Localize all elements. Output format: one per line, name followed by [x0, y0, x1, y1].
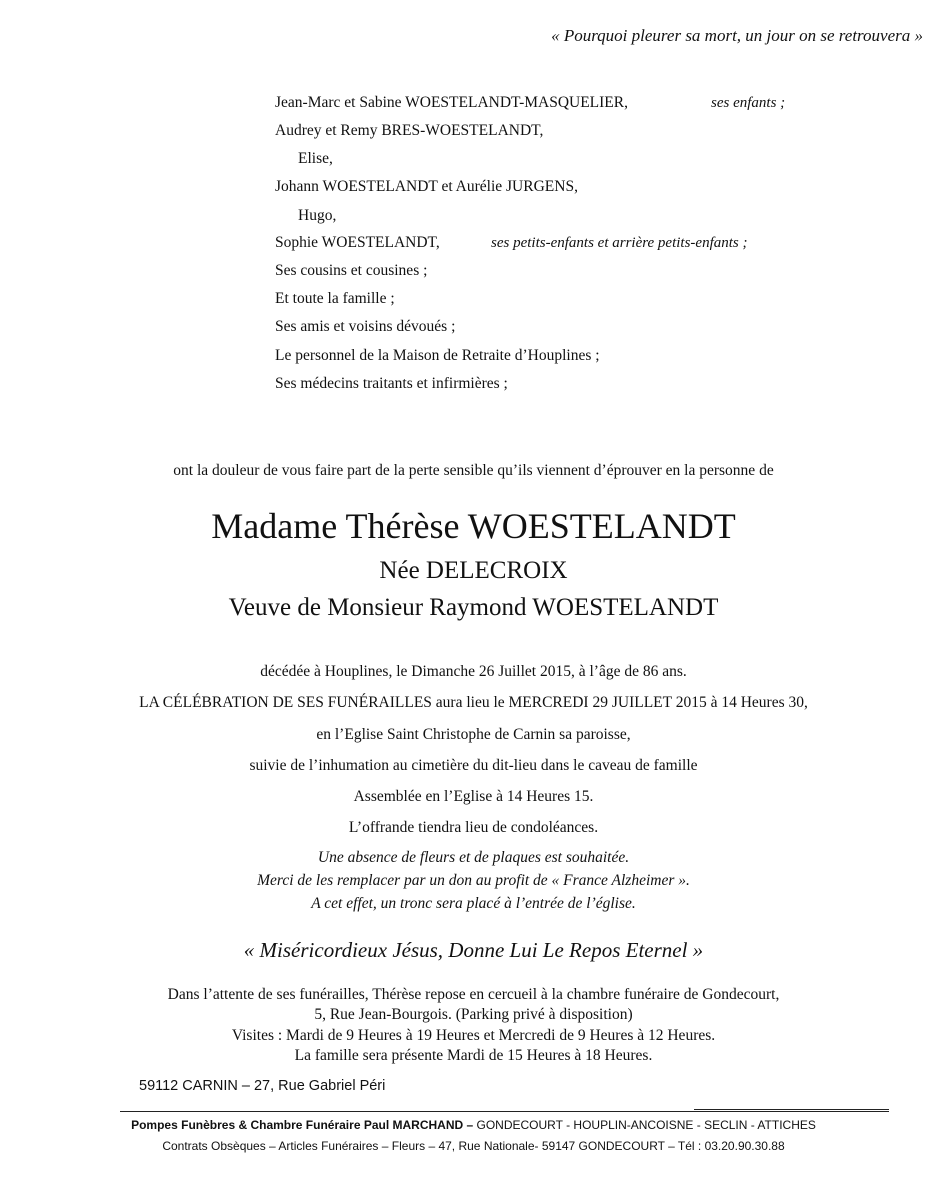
- prayer-quote: « Miséricordieux Jésus, Donne Lui Le Repos Eternel »: [243, 938, 704, 962]
- family-line: [275, 150, 333, 168]
- family-line: Ses cousins et cousines ;: [275, 262, 428, 279]
- footer-divider-accent: [694, 1109, 889, 1110]
- visitation-line: La famille sera présente Mardi de 15 Heures à 18 Heures.: [294, 1047, 653, 1064]
- footer-divider: [120, 1111, 889, 1112]
- deceased-name: Madame Thérèse WOESTELANDT: [211, 506, 736, 546]
- family-line: Ses amis et voisins dévoués ;: [275, 318, 456, 335]
- funeral-home-name: Pompes Funèbres & Chambre Funéraire Paul MARCHAND –: [131, 1118, 474, 1132]
- family-address: 59112 CARNIN – 27, Rue Gabriel Péri: [139, 1078, 386, 1094]
- family-line: Johann WOESTELANDT et Aurélie JURGENS,: [275, 178, 578, 195]
- role-children: ses enfants ;: [711, 95, 786, 111]
- family-line: Audrey et Remy BRES-WOESTELANDT,: [275, 122, 544, 139]
- family-line-text: Hugo,: [298, 207, 337, 224]
- collection-box-note: A cet effet, un tronc sera placé à l’entrée de l’église.: [311, 895, 636, 912]
- maiden-name: Née DELECROIX: [379, 557, 568, 584]
- visitation-line: 5, Rue Jean-Bourgois. (Parking privé à disposition): [314, 1006, 633, 1023]
- offering-note: L’offrande tiendra lieu de condoléances.: [348, 819, 599, 836]
- assembly-time: Assemblée en l’Eglise à 14 Heures 15.: [353, 788, 594, 805]
- family-line: Ses médecins traitants et infirmières ;: [275, 375, 508, 392]
- funeral-home-locations: GONDECOURT - HOUPLIN-ANCOISNE - SECLIN - ATTICHES: [473, 1118, 816, 1132]
- role-grandchildren: ses petits-enfants et arrière petits-enfants ;: [491, 235, 748, 251]
- family-line: Jean-Marc et Sabine WOESTELANDT-MASQUELIER,: [275, 94, 628, 111]
- flowers-note: Une absence de fleurs et de plaques est souhaitée.: [317, 849, 630, 866]
- announcement-intro: ont la douleur de vous faire part de la perte sensible qu’ils viennent d’éprouver en la personne de: [173, 462, 774, 479]
- funeral-location: en l’Eglise Saint Christophe de Carnin sa paroisse,: [316, 726, 631, 743]
- family-line: [275, 207, 336, 225]
- widow-of: Veuve de Monsieur Raymond WOESTELANDT: [228, 594, 719, 621]
- footer-company-line: [0, 1118, 947, 1132]
- visitation-line: Visites : Mardi de 9 Heures à 19 Heures et Mercredi de 9 Heures à 12 Heures.: [231, 1027, 716, 1044]
- burial-details: suivie de l’inhumation au cimetière du dit-lieu dans le caveau de famille: [249, 757, 698, 774]
- visitation-line: Dans l’attente de ses funérailles, Thérèse repose en cercueil à la chambre funéraire de Gondecourt,: [167, 986, 780, 1003]
- epigraph-quote: « Pourquoi pleurer sa mort, un jour on se retrouvera »: [551, 26, 923, 45]
- family-line-text: Elise,: [298, 150, 333, 167]
- donation-note: Merci de les remplacer par un don au profit de « France Alzheimer ».: [257, 872, 690, 889]
- footer-contact-line: Contrats Obsèques – Articles Funéraires – Fleurs – 47, Rue Nationale- 59147 GONDECOURT – Tél : 03.20.90.30.88: [162, 1139, 785, 1153]
- death-details: décédée à Houplines, le Dimanche 26 Juillet 2015, à l’âge de 86 ans.: [260, 663, 687, 680]
- family-line: Le personnel de la Maison de Retraite d’Houplines ;: [275, 347, 600, 364]
- funeral-date: LA CÉLÉBRATION DE SES FUNÉRAILLES aura lieu le MERCREDI 29 JUILLET 2015 à 14 Heures 30,: [139, 694, 808, 711]
- family-line: Et toute la famille ;: [275, 290, 395, 307]
- family-line: Sophie WOESTELANDT,: [275, 234, 440, 251]
